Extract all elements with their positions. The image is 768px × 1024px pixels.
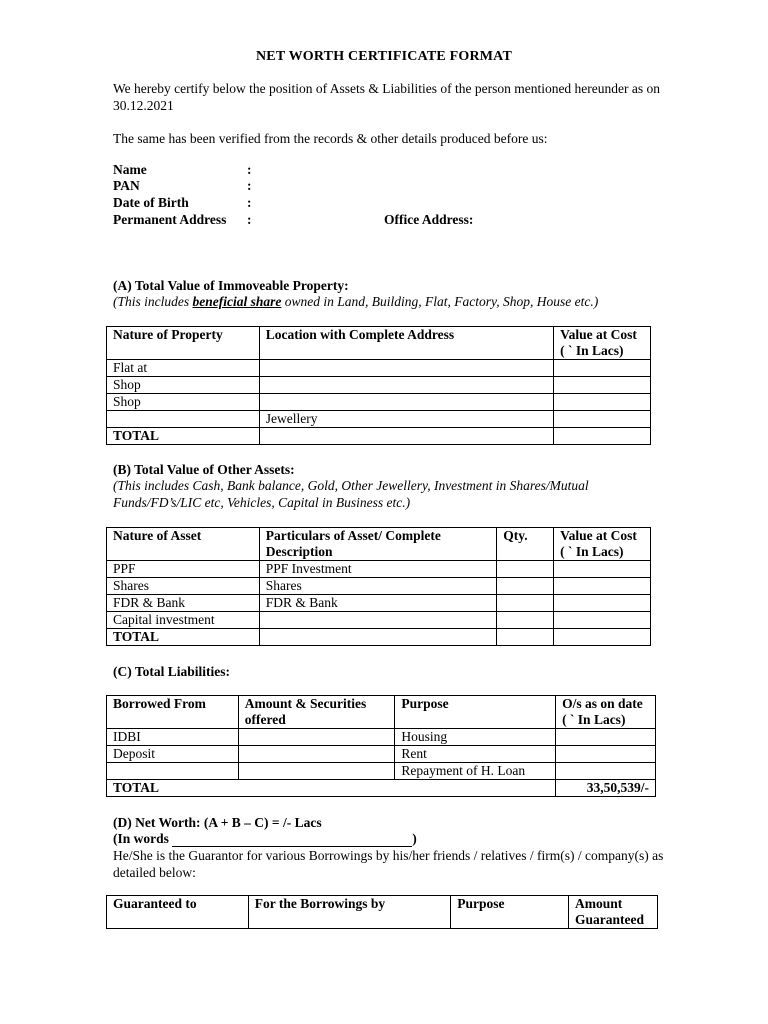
total-row — [107, 780, 656, 797]
table-cell: Capital investment — [107, 612, 260, 629]
header-value-line-1: Value at Cost — [560, 327, 637, 342]
table-cell — [238, 729, 395, 746]
table-row — [107, 595, 651, 612]
table-cell — [497, 629, 554, 646]
header-amount-securities — [238, 696, 395, 729]
table-header-row — [107, 896, 658, 929]
header-amount-line-1: Amount — [575, 896, 623, 911]
header-borrowed-from: Borrowed From — [107, 696, 239, 729]
table-cell — [259, 394, 553, 411]
section-b-heading: (B) Total Value of Other Assets: — [113, 462, 295, 477]
section-a-note — [113, 293, 693, 310]
section-a-note-suffix: owned in Land, Building, Flat, Factory, Shop, House etc.) — [281, 294, 599, 309]
section-a-heading: (A) Total Value of Immoveable Property: — [113, 278, 349, 293]
table-cell — [107, 763, 239, 780]
table-cell: PPF — [107, 561, 260, 578]
table-cell: Shares — [259, 578, 496, 595]
table-row — [107, 377, 651, 394]
other-assets-table — [106, 527, 651, 646]
guarantee-table — [106, 895, 658, 929]
table-cell — [554, 595, 651, 612]
dob-colon: : — [247, 195, 252, 210]
table-cell — [556, 746, 656, 763]
header-outstanding-line-2: ( ` In Lacs) — [562, 712, 626, 727]
table-cell — [554, 612, 651, 629]
header-amount-line-2: offered — [244, 712, 286, 727]
pan-label: PAN — [113, 178, 140, 193]
table-cell: Flat at — [107, 360, 260, 377]
table-cell: Housing — [395, 729, 556, 746]
table-cell: Repayment of H. Loan — [395, 763, 556, 780]
header-particulars-line-2: Description — [265, 544, 333, 559]
header-borrowings-by: For the Borrowings by — [248, 896, 451, 929]
page-title: NET WORTH CERTIFICATE FORMAT — [255, 49, 512, 64]
table-cell — [238, 763, 395, 780]
beneficial-share-emphasis: beneficial share — [192, 294, 282, 309]
table-cell — [497, 561, 554, 578]
guarantor-text — [113, 847, 693, 881]
total-label: TOTAL — [107, 428, 260, 445]
table-cell: FDR & Bank — [107, 595, 260, 612]
table-cell — [238, 746, 395, 763]
permanent-address-colon: : — [247, 212, 252, 227]
intro-date: 30.12.2021 — [113, 98, 174, 113]
table-header-row — [107, 528, 651, 561]
office-address-label: Office Address: — [384, 212, 474, 227]
header-value-line-2: ( ` In Lacs) — [560, 343, 624, 358]
section-b-note-line-1: (This includes Cash, Bank balance, Gold, Other Jewellery, Investment in Shares/Mutual — [113, 478, 589, 493]
name-label: Name — [113, 162, 147, 177]
intro-line-1: We hereby certify below the position of Assets & Liabilities of the person mentioned hereunder as on — [113, 81, 661, 96]
header-outstanding-line-1: O/s as on date — [562, 696, 643, 711]
table-header-row — [107, 696, 656, 729]
table-row — [107, 561, 651, 578]
table-row — [107, 763, 656, 780]
table-cell — [497, 578, 554, 595]
total-label: TOTAL — [107, 780, 556, 797]
guarantor-line-1: He/She is the Guarantor for various Borrowings by his/her friends / relatives / firm(s) / company(s) as — [113, 848, 664, 863]
header-particulars — [259, 528, 496, 561]
header-nature-of-property: Nature of Property — [107, 327, 260, 360]
header-purpose: Purpose — [451, 896, 569, 929]
table-cell — [259, 377, 553, 394]
name-colon: : — [247, 162, 252, 177]
table-cell — [497, 612, 554, 629]
table-cell: PPF Investment — [259, 561, 496, 578]
total-value: 33,50,539/- — [556, 780, 656, 797]
table-cell — [554, 578, 651, 595]
table-cell: Shop — [107, 377, 260, 394]
table-cell — [554, 360, 651, 377]
table-cell — [556, 729, 656, 746]
table-row — [107, 394, 651, 411]
table-cell — [259, 629, 496, 646]
in-words-suffix: ) — [412, 831, 417, 846]
table-row — [107, 411, 651, 428]
in-words-line — [113, 830, 693, 847]
table-cell: IDBI — [107, 729, 239, 746]
header-amount-guaranteed — [569, 896, 658, 929]
section-b-note — [113, 477, 693, 511]
section-c-heading: (C) Total Liabilities: — [113, 664, 231, 679]
table-row — [107, 612, 651, 629]
table-cell — [554, 428, 651, 445]
section-b-note-line-2: Funds/FD’s/LIC etc, Vehicles, Capital in Business etc.) — [113, 495, 411, 510]
guarantor-line-2: detailed below: — [113, 865, 196, 880]
table-row — [107, 578, 651, 595]
table-cell: FDR & Bank — [259, 595, 496, 612]
verified-text: The same has been verified from the records & other details produced before us: — [113, 131, 548, 146]
header-value-line-2: ( ` In Lacs) — [560, 544, 624, 559]
permanent-address-label: Permanent Address — [113, 212, 227, 227]
table-cell — [259, 360, 553, 377]
header-amount-line-1: Amount & Securities — [244, 696, 367, 711]
in-words-blank — [172, 834, 412, 847]
section-a-note-prefix: (This includes — [113, 294, 193, 309]
table-cell: Deposit — [107, 746, 239, 763]
table-cell: Shop — [107, 394, 260, 411]
immoveable-property-table — [106, 326, 651, 445]
table-cell — [259, 612, 496, 629]
table-cell — [554, 394, 651, 411]
table-cell — [107, 411, 260, 428]
header-guaranteed-to: Guaranteed to — [107, 896, 249, 929]
total-label: TOTAL — [107, 629, 260, 646]
table-cell — [554, 629, 651, 646]
table-cell — [554, 411, 651, 428]
liabilities-table — [106, 695, 656, 797]
intro-text — [113, 80, 693, 114]
table-row — [107, 360, 651, 377]
in-words-prefix: (In words — [113, 831, 169, 846]
table-cell: Jewellery — [259, 411, 553, 428]
header-nature-of-asset: Nature of Asset — [107, 528, 260, 561]
header-location: Location with Complete Address — [259, 327, 553, 360]
header-amount-line-2: Guaranteed — [575, 912, 645, 927]
header-outstanding — [556, 696, 656, 729]
table-cell — [554, 377, 651, 394]
table-row — [107, 729, 656, 746]
header-qty: Qty. — [497, 528, 554, 561]
table-cell: Shares — [107, 578, 260, 595]
table-cell — [556, 763, 656, 780]
header-particulars-line-1: Particulars of Asset/ Complete — [265, 528, 441, 543]
table-cell — [259, 428, 553, 445]
table-cell — [497, 595, 554, 612]
header-purpose: Purpose — [395, 696, 556, 729]
total-row — [107, 428, 651, 445]
header-value-line-1: Value at Cost — [560, 528, 637, 543]
header-value-at-cost — [554, 528, 651, 561]
table-row — [107, 746, 656, 763]
pan-colon: : — [247, 178, 252, 193]
section-d-heading: (D) Net Worth: (A + B – C) = /- Lacs — [113, 815, 322, 830]
total-row — [107, 629, 651, 646]
table-cell: Rent — [395, 746, 556, 763]
table-cell — [554, 561, 651, 578]
dob-label: Date of Birth — [113, 195, 189, 210]
table-header-row — [107, 327, 651, 360]
header-value-at-cost — [554, 327, 651, 360]
